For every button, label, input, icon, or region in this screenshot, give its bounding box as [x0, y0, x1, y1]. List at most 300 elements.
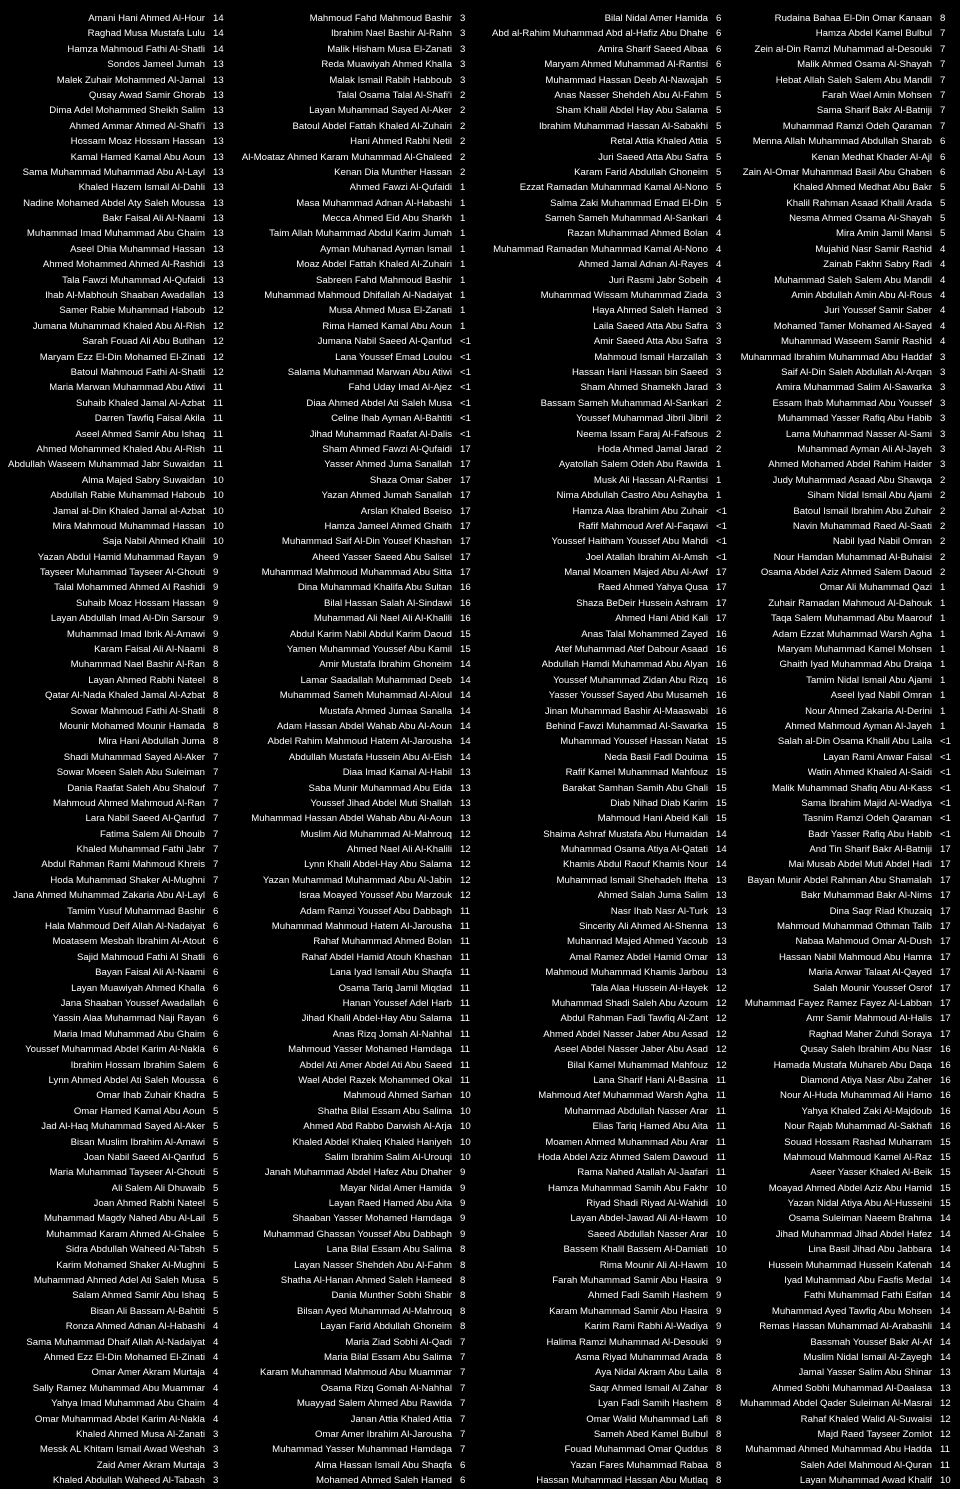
person-name: Layan Abdel-Jawad Ali Al-Hawm [570, 1213, 708, 1225]
list-item [0, 719, 228, 734]
person-age: 1 [940, 690, 946, 702]
person-name: Ayman Muhanad Ayman Ismail [320, 243, 452, 255]
list-item [735, 150, 955, 165]
person-name: Jihad Muhammad Raafat Al-Dalis [309, 428, 452, 440]
person-name: Sameh Abed Kamel Bulbul [593, 1428, 708, 1440]
person-name: Rafif Kamel Muhammad Mahfouz [565, 767, 708, 779]
person-name: Youssef Haitham Youssef Abu Mahdi [551, 536, 708, 548]
person-name: Ibrahim Muhammad Hassan Al-Sabakhi [538, 120, 708, 132]
person-name: Jamal Yasser Salim Abu Shinar [798, 1367, 932, 1379]
person-name: Layan Farid Abdullah Ghoneim [320, 1321, 452, 1333]
person-name: Juri Youssef Samir Saber [824, 305, 932, 317]
list-item [478, 1335, 731, 1350]
list-item [232, 1196, 475, 1211]
list-item [735, 1073, 955, 1088]
list-item [0, 1473, 228, 1488]
person-name: Muhammad Sameh Muhammad Al-Aloul [279, 690, 452, 702]
list-item [232, 1365, 475, 1380]
list-item [0, 1196, 228, 1211]
person-age: 5 [716, 89, 722, 101]
person-name: Dina Muhammad Khalifa Abu Sultan [297, 582, 452, 594]
list-item [478, 873, 731, 888]
person-name: Nabil Iyad Nabil Omran [832, 536, 932, 548]
list-item [735, 904, 955, 919]
person-name: Muhammad Ismail Shehadeh Ifteha [556, 874, 708, 886]
list-item [735, 1350, 955, 1365]
person-age: 9 [716, 1305, 722, 1317]
list-item [232, 226, 475, 241]
list-item [735, 1165, 955, 1180]
person-name: Ahmed Abdel Nasser Jaber Abu Assad [543, 1028, 708, 1040]
person-name: Abdullah Hamdi Muhammad Abu Alyan [541, 659, 708, 671]
person-name: Muhammad Yasser Rafiq Abu Habib [777, 413, 932, 425]
list-item [232, 1319, 475, 1334]
list-item [478, 996, 731, 1011]
person-name: Talal Mohammed Ahmed Al Rashidi [54, 582, 205, 594]
list-item [735, 1473, 955, 1488]
person-age: 17 [460, 490, 471, 502]
person-name: Youssef Jihad Abdel Muti Shallah [310, 797, 452, 809]
person-age: 9 [213, 613, 219, 625]
person-name: Bisan Muslim Ibrahim Al-Amawi [70, 1136, 205, 1148]
list-item [478, 965, 731, 980]
person-age: 17 [460, 474, 471, 486]
person-age: 4 [940, 274, 946, 286]
person-age: 14 [460, 751, 471, 763]
list-item [478, 1396, 731, 1411]
list-item [0, 750, 228, 765]
person-name: Maria Anwar Talaat Al-Qayed [808, 967, 932, 979]
person-name: Sowar Moeen Saleh Abu Suleiman [56, 767, 205, 779]
list-item [0, 1104, 228, 1119]
person-age: 11 [716, 1074, 726, 1086]
person-age: 11 [460, 982, 470, 994]
person-age: 5 [716, 105, 722, 117]
person-name: Halima Ramzi Muhammad Al-Desouki [546, 1336, 708, 1348]
person-age: 12 [940, 1413, 951, 1425]
person-age: 7 [213, 874, 219, 886]
list-item [735, 657, 955, 672]
person-age: 8 [213, 644, 219, 656]
list-item [478, 704, 731, 719]
person-name: Sabreen Fahd Mahmoud Bashir [316, 274, 452, 286]
person-name: Hala Mahmoud Deif Allah Al-Nadaiyat [45, 921, 205, 933]
person-age: 13 [716, 905, 727, 917]
person-name: Muhammad Ayman Ali Al-Jayeh [797, 443, 932, 455]
person-age: 4 [940, 290, 946, 302]
person-age: 13 [460, 813, 471, 825]
list-item [232, 919, 475, 934]
person-age: 16 [940, 1059, 951, 1071]
person-age: 12 [716, 1044, 727, 1056]
person-age: 13 [213, 290, 224, 302]
person-age: 10 [716, 1259, 727, 1271]
person-age: 14 [940, 1244, 951, 1256]
list-item [0, 350, 228, 365]
person-name: Rahaf Khaled Walid Al-Suwaisi [800, 1413, 932, 1425]
person-age: 13 [213, 259, 224, 271]
list-item [478, 380, 731, 395]
list-item [0, 1396, 228, 1411]
name-column-2 [232, 11, 475, 1487]
person-name: Bilal Nidal Amer Hamida [604, 13, 708, 24]
list-item [735, 981, 955, 996]
person-age: 4 [213, 1382, 219, 1394]
person-name: Muhammad Yasser Muhammad Hamdaga [272, 1444, 452, 1456]
person-name: Dania Munther Sobhi Shabir [331, 1290, 452, 1302]
person-age: 8 [716, 1382, 722, 1394]
person-age: 3 [460, 13, 466, 24]
list-item [735, 1288, 955, 1303]
list-item [0, 165, 228, 180]
person-name: Mahmoud Mahmoud Kamel Al-Raz [783, 1151, 932, 1163]
list-item [735, 1319, 955, 1334]
person-age: 10 [460, 1151, 471, 1163]
person-name: Ahmed Mohammed Khaled Abu Al-Rish [36, 443, 205, 455]
person-age: 8 [460, 1244, 466, 1256]
person-age: 9 [213, 567, 219, 579]
list-item [0, 688, 228, 703]
list-item [0, 1350, 228, 1365]
list-item [478, 1288, 731, 1303]
list-item [0, 365, 228, 380]
list-item [232, 257, 475, 272]
person-name: Muhammad Hassan Deeb Al-Nawajah [545, 74, 708, 86]
person-age: 9 [460, 1167, 466, 1179]
person-age: 13 [213, 197, 224, 209]
person-age: 4 [213, 1351, 219, 1363]
person-age: 4 [213, 1367, 219, 1379]
person-name: Bayan Faisal Ali Al-Naami [95, 967, 205, 979]
list-item [735, 750, 955, 765]
person-name: Celine Ihab Ayman Al-Bahtiti [331, 413, 452, 425]
person-age: 1 [460, 213, 466, 225]
person-name: Yassin Alaa Muhammad Naji Rayan [52, 1013, 205, 1025]
person-name: Muhammad Imad Muhammad Abu Ghaim [26, 228, 205, 240]
list-item [0, 1381, 228, 1396]
person-age: 13 [213, 105, 224, 117]
list-item [232, 396, 475, 411]
list-item [735, 334, 955, 349]
list-item [0, 1150, 228, 1165]
person-name: Malek Zuhair Mohammed Al-Jamal [56, 74, 205, 86]
person-name: Malak Ismail Rabih Habboub [329, 74, 452, 86]
list-item [735, 550, 955, 565]
list-item [0, 965, 228, 980]
person-name: Layan Abdullah Imad Al-Din Sarsour [50, 613, 205, 625]
person-name: Aya Nidal Akram Abu Laila [595, 1367, 708, 1379]
person-age: 15 [940, 1167, 951, 1179]
person-name: Menna Allah Muhammad Abdullah Sharab [752, 136, 932, 148]
person-age: 14 [460, 705, 471, 717]
list-item [232, 1058, 475, 1073]
person-name: Nima Abdullah Castro Abu Ashayba [556, 490, 708, 502]
person-name: Jamal al-Din Khaled Jamal al-Azbat [53, 505, 205, 517]
person-age: 1 [940, 597, 946, 609]
person-name: Muslim Nidal Ismail Al-Zayegh [803, 1351, 932, 1363]
list-item [0, 1027, 228, 1042]
list-item [232, 150, 475, 165]
person-name: Hossam Moaz Hossam Hassan [70, 136, 205, 148]
list-item [478, 303, 731, 318]
list-item [0, 765, 228, 780]
list-item [232, 904, 475, 919]
person-name: Mahmoud Muhammad Othman Talib [777, 921, 932, 933]
list-item [478, 334, 731, 349]
person-age: 12 [940, 1428, 951, 1440]
person-age: 6 [716, 13, 722, 24]
person-age: 11 [716, 1151, 726, 1163]
person-age: 8 [460, 1321, 466, 1333]
person-name: Janan Attia Khaled Attia [350, 1413, 452, 1425]
person-age: 11 [460, 1013, 470, 1025]
person-name: Muhammad Ramadan Muhammad Kamal Al-Nono [493, 243, 708, 255]
list-item [478, 1304, 731, 1319]
person-name: Moamen Ahmed Muhammad Abu Arar [545, 1136, 708, 1148]
person-age: 16 [716, 690, 727, 702]
person-name: Hani Ahmed Rabhi Netil [350, 136, 452, 148]
person-name: Hassan Nabil Mahmoud Abu Hamra [778, 951, 932, 963]
person-name: Siham Nidal Ismail Abu Ajami [807, 490, 932, 502]
person-name: Muhammad Youssef Hassan Natat [560, 736, 708, 748]
list-item [232, 673, 475, 688]
person-name: Karam Muhammad Mahmoud Abu Muammar [260, 1367, 452, 1379]
person-name: Jinan Muhammad Bashir Al-Maaswabi [544, 705, 708, 717]
list-item [232, 627, 475, 642]
person-name: Zaid Amer Akram Murtaja [96, 1459, 205, 1471]
list-item [735, 57, 955, 72]
list-item [478, 519, 731, 534]
list-item [0, 134, 228, 149]
list-item [478, 411, 731, 426]
list-item [478, 904, 731, 919]
person-name: Suhaib Khaled Jamal Al-Azbat [75, 397, 205, 409]
person-name: Jumana Muhammad Khaled Abu Al-Rish [32, 320, 205, 332]
list-item [0, 288, 228, 303]
list-item [478, 719, 731, 734]
person-name: Bassmah Youssef Bakr Al-Af [810, 1336, 932, 1348]
list-item [478, 488, 731, 503]
list-item [735, 427, 955, 442]
list-item [0, 934, 228, 949]
person-age: 2 [460, 136, 466, 148]
list-item [232, 642, 475, 657]
person-age: 7 [940, 43, 946, 55]
person-age: 8 [716, 1367, 722, 1379]
list-item [0, 473, 228, 488]
person-age: 2 [940, 551, 946, 563]
list-item [0, 580, 228, 595]
person-name: Osama Rizq Gomah Al-Nahhal [320, 1382, 452, 1394]
person-name: Muhammad Fayez Ramez Fayez Al-Labban [744, 998, 932, 1009]
person-name: Laila Saeed Atta Abu Safra [593, 320, 708, 332]
list-item [232, 565, 475, 580]
person-name: Muhammad Nael Bashir Al-Ran [70, 659, 205, 671]
person-name: Jad Al-Haq Muhammad Sayed Al-Aker [41, 1121, 205, 1133]
person-name: Mahmoud Ismail Harzallah [594, 351, 708, 363]
person-name: Maria Imad Muhammad Abu Ghaim [53, 1028, 205, 1040]
person-name: Omar Amer Akram Murtaja [91, 1367, 205, 1379]
list-item [735, 734, 955, 749]
list-item [735, 165, 955, 180]
list-item [232, 1427, 475, 1442]
person-age: 7 [940, 89, 946, 101]
person-name: Dania Raafat Saleh Abu Shalouf [67, 782, 205, 794]
list-item [478, 1381, 731, 1396]
list-item [0, 534, 228, 549]
list-item [0, 380, 228, 395]
person-age: 5 [940, 213, 946, 225]
person-name: Abdel Rahim Mahmoud Hatem Al-Jaroushа [267, 736, 452, 748]
person-age: 7 [213, 751, 219, 763]
list-item [735, 11, 955, 26]
person-age: 7 [940, 120, 946, 132]
list-item [0, 627, 228, 642]
list-item [478, 365, 731, 380]
list-item [478, 550, 731, 565]
list-item [735, 888, 955, 903]
person-name: Rama Nahed Atallah Al-Jaafari [577, 1167, 708, 1179]
person-age: 1 [940, 705, 946, 717]
person-name: Nour Al-Huda Muhammad Ali Hamo [780, 1090, 932, 1102]
person-name: Diab Nihad Diab Karim [610, 797, 708, 809]
person-name: Batoul Ismail Ibrahim Abu Zuhair [793, 505, 932, 517]
person-name: Saleh Adel Mahmoud Al-Quran [800, 1459, 932, 1471]
person-age: 13 [716, 951, 727, 963]
list-item [735, 473, 955, 488]
person-age: 13 [940, 1382, 951, 1394]
person-age: 5 [213, 1228, 219, 1240]
person-name: Fahd Uday Imad Al-Ajez [348, 382, 452, 394]
person-name: Omar Muhammad Abdel Karim Al-Nakla [34, 1413, 205, 1425]
person-age: 10 [460, 1121, 471, 1133]
list-item [478, 580, 731, 595]
person-age: 7 [940, 105, 946, 117]
person-age: 14 [213, 28, 224, 40]
person-age: 17 [460, 459, 471, 471]
person-name: Neema Issam Faraj Al-Fafsous [576, 428, 708, 440]
list-item [0, 1427, 228, 1442]
person-age: 9 [460, 1228, 466, 1240]
list-item [735, 596, 955, 611]
list-item [735, 1211, 955, 1226]
list-item [478, 1150, 731, 1165]
person-age: 3 [940, 459, 946, 471]
person-age: 4 [940, 243, 946, 255]
person-age: 11 [460, 921, 470, 933]
list-item [478, 257, 731, 272]
person-name: Lyan Fadi Samih Hashem [597, 1398, 708, 1410]
person-age: 16 [940, 1074, 951, 1086]
list-item [0, 211, 228, 226]
list-item [478, 627, 731, 642]
person-name: Riyad Shadi Riyad Al-Wahidi [586, 1198, 708, 1210]
list-item [232, 319, 475, 334]
person-age: <1 [716, 551, 727, 563]
list-item [478, 734, 731, 749]
person-name: Muhammad Imad Ibrik Al-Amawi [66, 628, 205, 640]
person-age: 9 [213, 628, 219, 640]
list-item [0, 1335, 228, 1350]
list-item [478, 657, 731, 672]
list-item [478, 1227, 731, 1242]
list-item [478, 42, 731, 57]
person-name: Qusay Saleh Ibrahim Abu Nasr [800, 1044, 932, 1056]
person-age: <1 [940, 813, 951, 825]
person-age: 3 [716, 320, 722, 332]
person-age: 13 [716, 890, 727, 902]
list-item [0, 273, 228, 288]
list-item [478, 1273, 731, 1288]
list-item [735, 534, 955, 549]
person-name: Mahmoud Ahmed Sarhan [343, 1090, 452, 1102]
person-age: 15 [716, 782, 727, 794]
person-name: Neda Basil Fadl Douima [604, 751, 708, 763]
person-name: Souad Hossam Rashad Muharram [784, 1136, 932, 1148]
person-name: Shatha Bilal Essam Abu Salima [317, 1105, 452, 1117]
person-name: Layan Rami Anwar Faisal [823, 751, 932, 763]
person-name: Hamza Jameel Ahmed Ghaith [324, 520, 452, 532]
list-item [735, 1442, 955, 1457]
person-age: 5 [716, 120, 722, 132]
person-age: 5 [213, 1121, 219, 1133]
person-name: Zein al-Din Ramzi Muhammad al-Desouki [754, 43, 932, 55]
person-name: Nadine Mohamed Abdel Aty Saleh Moussa [23, 197, 205, 209]
person-age: 7 [213, 782, 219, 794]
person-name: Kenan Medhat Khader Al-Ajl [811, 151, 932, 163]
person-name: Retal Attia Khaled Attia [610, 136, 708, 148]
person-name: Abdul Karim Nabil Abdul Karim Daoud [289, 628, 452, 640]
person-name: Omar Ali Muhammad Qazi [819, 582, 932, 594]
list-item [232, 842, 475, 857]
person-name: Muhammad Shadi Saleh Abu Azoum [551, 998, 708, 1009]
person-name: Mahmoud Hani Abeid Kali [597, 813, 708, 825]
person-name: Mahmoud Muhammad Khamis Jarbou [545, 967, 708, 979]
person-age: 5 [213, 1090, 219, 1102]
list-item [0, 1319, 228, 1334]
person-name: Fatima Salem Ali Dhouib [99, 828, 205, 840]
list-item [0, 1073, 228, 1088]
list-item [232, 411, 475, 426]
person-age: 12 [213, 305, 224, 317]
person-name: Nesma Ahmed Osama Al-Shayah [789, 213, 932, 225]
person-name: Muayyad Salem Ahmed Abu Rawida [296, 1398, 452, 1410]
person-name: Iyad Muhammad Abu Fasfis Medal [784, 1275, 932, 1287]
list-item [232, 1412, 475, 1427]
person-name: Amal Ramez Abdel Hamid Omar [569, 951, 708, 963]
person-name: Mounir Mohamed Mounir Hamada [59, 720, 205, 732]
person-name: Lynn Khalil Abdel-Hay Abu Salama [304, 859, 452, 871]
list-item [735, 781, 955, 796]
person-name: Sama Ibrahim Majid Al-Wadiya [801, 797, 932, 809]
person-age: 1 [940, 644, 946, 656]
list-item [0, 550, 228, 565]
person-age: 15 [460, 628, 471, 640]
person-age: 7 [940, 59, 946, 71]
person-age: 11 [213, 397, 223, 409]
list-item [0, 842, 228, 857]
person-age: 11 [213, 413, 223, 425]
person-age: 7 [213, 844, 219, 856]
list-item [0, 226, 228, 241]
person-age: <1 [716, 520, 727, 532]
person-age: 15 [716, 797, 727, 809]
person-age: 3 [716, 290, 722, 302]
person-age: 13 [213, 136, 224, 148]
person-age: 16 [940, 1105, 951, 1117]
person-age: 13 [213, 243, 224, 255]
list-item [478, 396, 731, 411]
